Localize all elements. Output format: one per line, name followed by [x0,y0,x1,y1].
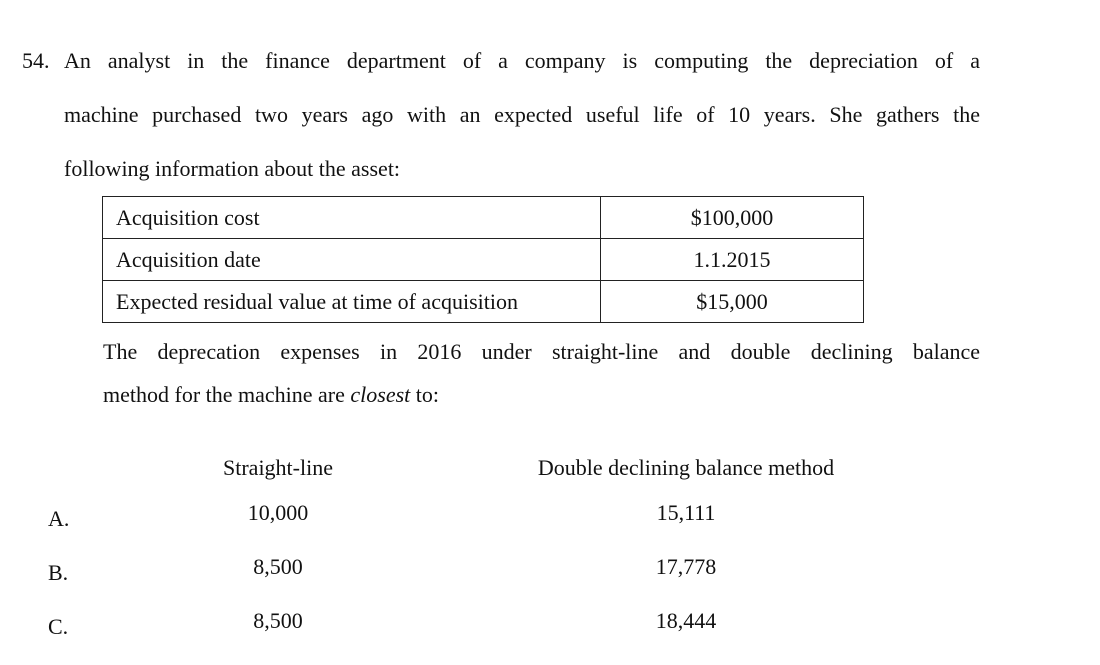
prompt-line-1: The deprecation expenses in 2016 under straight-line and double declining balance [103,339,980,364]
table-cell-value: 1.1.2015 [601,239,864,281]
question-stem-line-3: following information about the asset: [64,156,401,181]
table-cell-label: Acquisition cost [103,197,601,239]
question-stem-line-1: An analyst in the finance department of a company is computing the depreciation of a [64,48,980,73]
option-a-double-declining: 15,111 [656,500,716,525]
prompt-line-2-end: to: [410,382,440,407]
option-b-double-declining: 17,778 [655,554,717,579]
table-row [103,197,864,239]
prompt-line-2 [103,382,439,408]
asset-info-table [102,196,864,323]
option-a-straight-line: 10,000 [247,500,309,525]
option-letter-a[interactable]: A. [48,506,70,531]
prompt-line-2-start: method for the machine are [103,382,351,407]
table-row [103,239,864,281]
option-letter-b[interactable]: B. [48,560,69,585]
option-c-double-declining: 18,444 [655,608,717,633]
header-double-declining: Double declining balance method [537,455,835,480]
prompt-emphasis: closest [350,382,411,407]
option-letter-c[interactable]: C. [48,614,69,639]
question-number: 54. [22,48,50,73]
table-cell-label: Expected residual value at time of acquisition [103,281,601,323]
question-stem-line-2: machine purchased two years ago with an expected useful life of 10 years. She gathers the [64,102,980,127]
table-row [103,281,864,323]
table-cell-label: Acquisition date [103,239,601,281]
table-cell-value: $100,000 [601,197,864,239]
header-straight-line: Straight-line [223,455,333,480]
table-cell-value: $15,000 [601,281,864,323]
option-b-straight-line: 8,500 [253,554,303,579]
option-c-straight-line: 8,500 [253,608,303,633]
